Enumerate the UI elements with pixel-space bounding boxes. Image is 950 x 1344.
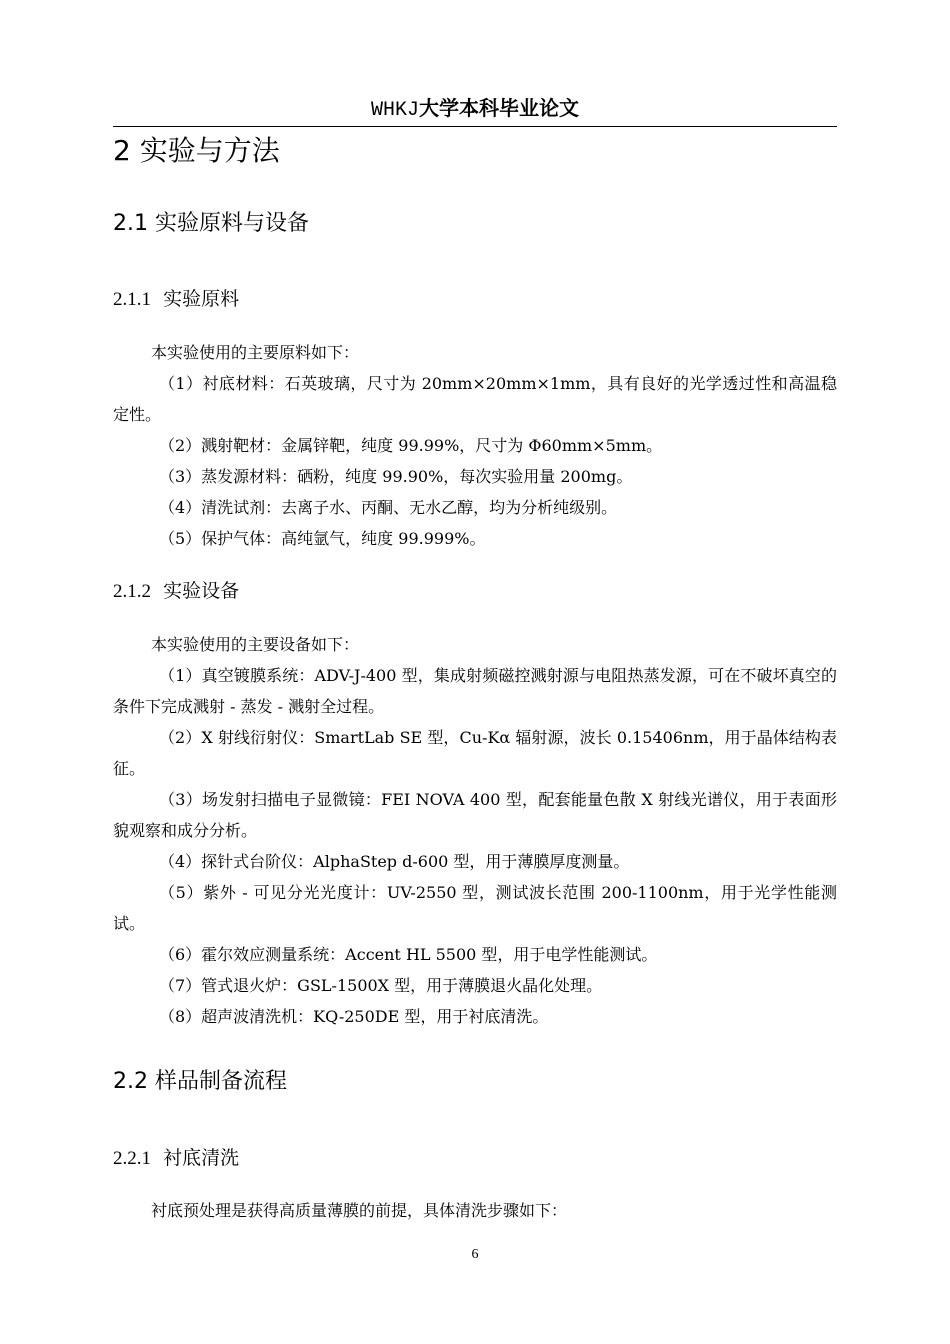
section-2-2-1-title: 衬底清洗 [163,1147,240,1169]
chapter-title: 2 实验与方法 [113,134,280,167]
header-university-code: WHKJ [370,99,419,122]
materials-item-5: （5）保护气体：高纯氩气，纯度 99.999%。 [159,529,486,548]
header-divider [113,126,837,127]
header-thesis-label: 大学本科毕业论文 [419,96,579,120]
equipment-item-7: （7）管式退火炉：GSL-1500X 型，用于薄膜退火晶化处理。 [159,976,603,995]
materials-item-4: （4）清洗试剂：去离子水、丙酮、无水乙醇，均为分析纯级别。 [159,498,618,517]
equipment-item-3: （3）场发射扫描电子显微镜：FEI NOVA 400 型，配套能量色散 X 射线光谱仪，用于表面形貌观察和成分分析。 [113,790,837,840]
cleaning-intro: 衬底预处理是获得高质量薄膜的前提，具体清洗步骤如下： [151,1201,568,1220]
equipment-item-6: （6）霍尔效应测量系统：Accent HL 5500 型，用于电学性能测试。 [159,945,658,964]
section-2-1-title: 2.1 实验原料与设备 [113,211,309,236]
section-2-2-1-heading [113,1145,239,1172]
materials-item-3: （3）蒸发源材料：硒粉，纯度 99.90%，每次实验用量 200mg。 [159,467,633,486]
equipment-intro: 本实验使用的主要设备如下： [151,635,360,654]
section-2-2-title: 2.2 样品制备流程 [113,1069,287,1094]
running-header [0,96,950,123]
section-2-1-2-heading [113,578,239,605]
equipment-item-5: （5）紫外 - 可见分光光度计：UV-2550 型，测试波长范围 200-1100nm，用于光学性能测试。 [113,883,837,933]
section-2-1-2-number: 2.1.2 [113,581,151,602]
section-2-1-1-title: 实验原料 [163,288,240,310]
equipment-item-8: （8）超声波清洗机：KQ-250DE 型，用于衬底清洗。 [159,1007,549,1026]
equipment-item-4: （4）探针式台阶仪：AlphaStep d-600 型，用于薄膜厚度测量。 [159,852,630,871]
materials-item-2: （2）溅射靶材：金属锌靶，纯度 99.99%，尺寸为 Φ60mm×5mm。 [159,436,663,455]
section-2-2-1-number: 2.2.1 [113,1148,151,1169]
equipment-item-1: （1）真空镀膜系统：ADV-J-400 型，集成射频磁控溅射源与电阻热蒸发源，可在不破坏真空的条件下完成溅射 - 蒸发 - 溅射全过程。 [113,666,837,716]
equipment-item-2: （2）X 射线衍射仪：SmartLab SE 型，Cu-Kα 辐射源，波长 0.15406nm，用于晶体结构表征。 [113,728,837,778]
page-number: 6 [471,1247,479,1262]
materials-item-1: （1）衬底材料：石英玻璃，尺寸为 20mm×20mm×1mm，具有良好的光学透过性和高温稳定性。 [113,374,837,424]
section-2-1-1-number: 2.1.1 [113,289,151,310]
materials-intro: 本实验使用的主要原料如下： [151,343,360,362]
section-2-1-2-title: 实验设备 [163,580,240,602]
section-2-1-1-heading [113,286,239,313]
